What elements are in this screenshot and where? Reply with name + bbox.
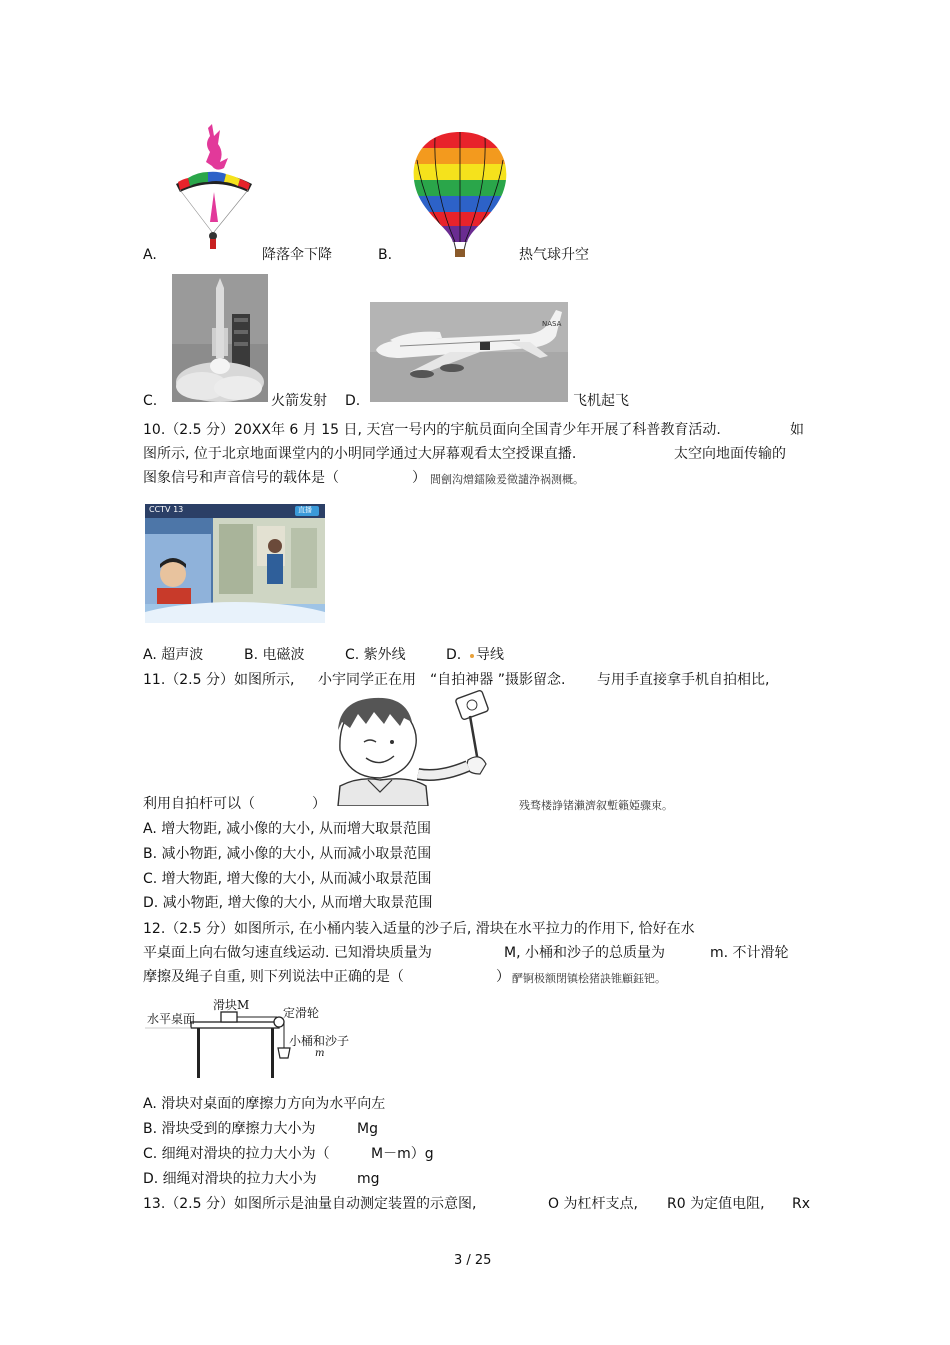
q10-text-line2: 图所示, 位于北京地面课堂内的小明同学通过大屏幕观看太空授课直播.: [143, 446, 577, 462]
q11-text-line1b: 小宇同学正在用: [318, 672, 416, 688]
rocket-launch-image: [172, 274, 268, 402]
q13-text-line1c: R0 为定值电阻,: [667, 1196, 765, 1212]
option-c-caption: 火箭发射: [271, 393, 327, 409]
q13-text-line1d: Rx: [792, 1196, 811, 1212]
pulley-diagram: [145, 996, 375, 1084]
q10-text-line3-end: ）: [412, 470, 426, 486]
parachute-image: [168, 122, 260, 252]
q13-text-line1: 13.（2.5 分）如图所示是油量自动测定装置的示意图,: [143, 1196, 477, 1212]
q12-option-d-value: mg: [357, 1171, 380, 1187]
q12-option-b: B. 滑块受到的摩擦力大小为: [143, 1121, 316, 1137]
q12-noise-text: 酽锕极额閉镇桧猪訣锥顧鈺钯。: [512, 972, 666, 985]
q12-text-line2b: M, 小桶和沙子的总质量为: [504, 945, 665, 961]
dot-mark-icon: [470, 654, 474, 658]
option-a-label: A.: [143, 247, 157, 263]
bucket-label: 小桶和沙子: [289, 1034, 350, 1048]
q12-text-line3-end: ）: [496, 969, 510, 985]
q10-option-b: B. 电磁波: [244, 647, 305, 663]
svg-text:NASA: NASA: [542, 320, 562, 328]
q12-option-b-value: Mg: [357, 1121, 378, 1137]
q12-option-c: C. 细绳对滑块的拉力大小为（: [143, 1146, 330, 1162]
space-lecture-image: [145, 504, 325, 623]
q12-text-line2c: m. 不计滑轮: [710, 945, 789, 961]
q10-option-d-text: 导线: [476, 647, 504, 663]
q11-text-line1: 11.（2.5 分）如图所示,: [143, 672, 295, 688]
q10-option-a: A. 超声波: [143, 647, 204, 663]
q10-text-line2-end: 太空向地面传输的: [674, 446, 786, 462]
q10-noise-text: 閭劊沟熷鐳險爰徵譴浄祸测概。: [430, 473, 584, 486]
q10-text-line3: 图象信号和声音信号的载体是（: [143, 470, 339, 486]
q12-text-line2: 平桌面上向右做匀速直线运动. 已知滑块质量为: [143, 945, 432, 961]
selfie-stick-boy-image: [330, 690, 520, 806]
q12-text-line3: 摩擦及绳子自重, 则下列说法中正确的是（: [143, 969, 404, 985]
q12-text-line1: 12.（2.5 分）如图所示, 在小桶内装入适量的沙子后, 滑块在水平拉力的作用下, 恰好在水: [143, 921, 695, 937]
option-a-caption: 降落伞下降: [262, 247, 332, 263]
option-c-label: C.: [143, 393, 158, 409]
q11-option-b: B. 减小物距, 减小像的大小, 从而减小取景范围: [143, 846, 432, 862]
desk-label: 水平桌面: [147, 1012, 196, 1026]
q11-option-c: C. 增大物距, 增大像的大小, 从而减小取景范围: [143, 871, 432, 887]
screen-live-badge: 直播: [298, 506, 312, 514]
q11-noise-text: 残骛楼諍锗瀨濟叙塹籟婭骤束。: [519, 799, 673, 812]
screen-logo: CCTV 13: [149, 505, 184, 514]
q10-text-line1-end: 如: [790, 422, 804, 438]
mass-label: m: [315, 1048, 325, 1059]
page-number: 3 / 25: [454, 1253, 492, 1268]
q12-option-a: A. 滑块对桌面的摩擦力方向为水平向左: [143, 1096, 386, 1112]
q11-text-line1c: “自拍神器 ”摄影留念.: [430, 672, 566, 688]
q11-text-line2-end: ）: [312, 796, 326, 812]
q10-option-c: C. 紫外线: [345, 647, 406, 663]
option-d-label: D.: [345, 393, 361, 409]
pulley-label: 定滑轮: [283, 1006, 320, 1020]
q11-option-d: D. 减小物距, 增大像的大小, 从而增大取景范围: [143, 895, 433, 911]
q10-text-line1: 10.（2.5 分）20XX年 6 月 15 日, 天宫一号内的宇航员面向全国青少年开展了科普教育活动.: [143, 422, 721, 438]
airplane-image: [370, 302, 568, 402]
option-b-caption: 热气球升空: [519, 247, 589, 263]
q11-text-line2: 利用自拍杆可以（: [143, 796, 255, 812]
hot-air-balloon-image: [405, 130, 515, 258]
q11-text-line1d: 与用手直接拿手机自拍相比,: [597, 672, 770, 688]
q10-option-d: D.: [446, 647, 462, 663]
q11-option-a: A. 增大物距, 减小像的大小, 从而增大取景范围: [143, 821, 432, 837]
q12-option-d: D. 细绳对滑块的拉力大小为: [143, 1171, 317, 1187]
q12-option-c-value: M－m）g: [371, 1146, 434, 1162]
option-b-label: B.: [378, 247, 393, 263]
option-d-caption: 飞机起飞: [573, 393, 629, 409]
q13-text-line1b: O 为杠杆支点,: [548, 1196, 638, 1212]
slider-label: 滑块M: [213, 998, 250, 1012]
